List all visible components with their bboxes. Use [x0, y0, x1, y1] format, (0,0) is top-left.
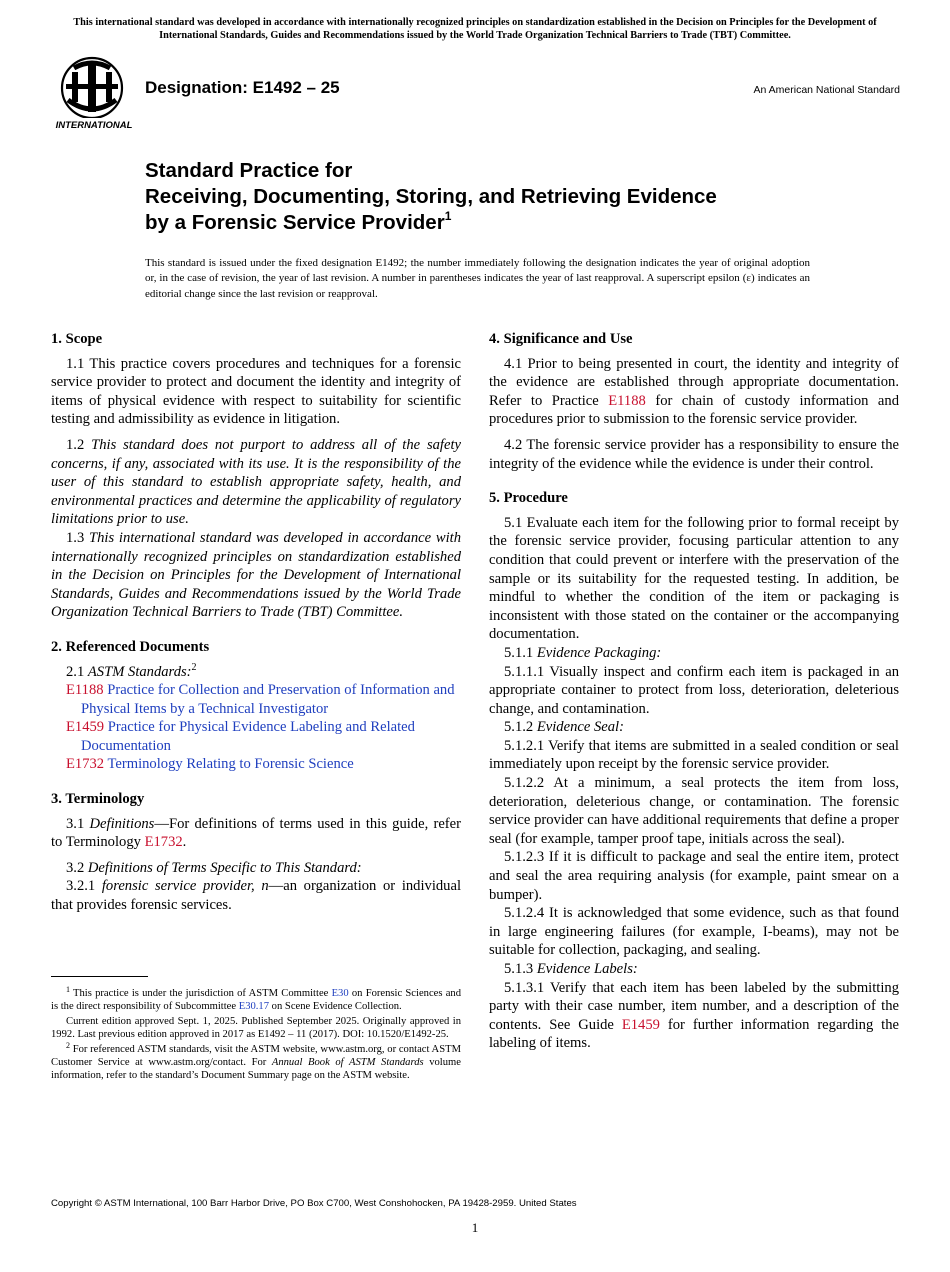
footnote-1 [51, 987, 461, 1014]
footnote-1-text-c: on Scene Evidence Collection. [269, 1001, 402, 1013]
reference-code[interactable]: E1459 [66, 719, 105, 736]
para-3-2-number: 3.2 [66, 859, 88, 876]
section-1-heading: 1. Scope [51, 331, 103, 347]
reference-e1459[interactable] [51, 718, 461, 755]
para-3-1-text: —For definitions of terms used in this guide, refer to Terminology [51, 815, 462, 851]
para-5-1-2 [489, 718, 899, 737]
link-e30[interactable]: E30 [331, 988, 349, 999]
para-4-1-text-a: 4.1 Prior to being presented in court, the identity and integrity of the evidence are established through appropriate documentation. Refer to Practice [489, 355, 899, 409]
logo-text: INTERNATIONAL [55, 120, 133, 131]
section-2-heading: 2. Referenced Documents [51, 638, 210, 655]
footnote-2-text-a: For referenced ASTM standards, visit the ASTM website, www.astm.org, or contact ASTM Customer Service at www.astm.org/contact. For [51, 1043, 461, 1069]
american-national-standard: An American National Standard [753, 84, 900, 96]
astm-logo-mark [52, 54, 136, 132]
reference-e1188[interactable] [51, 681, 461, 718]
para-1-2 [51, 436, 461, 529]
title-line-3-text: by a Forensic Service Provider [145, 211, 445, 234]
para-3-1-number: 3.1 [66, 815, 90, 832]
para-5-1-2-text: Evidence Seal: [536, 719, 624, 736]
para-1-1: 1.1 This practice covers procedures and techniques for a forensic service provider to protect and document the identity and integrity of items of physical evidence with respect to suitability for scientific testing and admissibility as evidence in litigation. [51, 355, 461, 428]
reference-code[interactable]: E1188 [66, 682, 104, 699]
para-1-2-number: 1.2 [66, 436, 92, 453]
para-5-1-2-3: 5.1.2.3 If it is difficult to package and seal the entire item, protect and seal the area requiring analysis (for example, paint smear on a bumper). [489, 849, 899, 903]
para-3-2-text: Definitions of Terms Specific to This Standard: [87, 859, 362, 876]
footnote-1-text-b: on Forensic Sciences and is the direct responsibility of Subcommittee [51, 988, 462, 1013]
title-line-3 [145, 210, 865, 236]
para-5-1-2-1: 5.1.2.1 Verify that items are submitted in a sealed condition or seal immediately upon receipt by the forensic service provider. [489, 737, 899, 773]
para-4-1-text-b: for chain of custody information and procedures prior to submission to the forensic service provider. [489, 392, 899, 428]
para-3-2-1-term: forensic service provider, n [101, 878, 269, 895]
link-e1732[interactable]: E1732 [144, 834, 183, 851]
para-1-3-text: This international standard was developed in accordance with internationally recognized principles on standardization established in the Decision on Principles for the Development of International Standards, Guides and Recommendations issued by the World Trade Organization Technical Barriers to Trade (TBT) Committee. [51, 529, 462, 621]
reference-code[interactable]: E1732 [66, 756, 105, 773]
para-3-1-end: . [182, 834, 187, 851]
footnote-divider [51, 976, 148, 977]
footnote-1-text-a: This practice is under the jurisdiction of ASTM Committee [70, 988, 332, 999]
para-4-2: 4.2 The forensic service provider has a responsibility to ensure the integrity of the evidence while the evidence is under their control. [489, 436, 899, 472]
para-3-1 [51, 815, 461, 852]
para-5-1-2-number: 5.1.2 [504, 719, 537, 736]
para-3-1-term: Definitions [89, 815, 155, 832]
document-title [145, 158, 865, 236]
left-column [51, 330, 461, 915]
para-1-2-text: This standard does not purport to address all of the safety concerns, if any, associated with its use. It is the responsibility of the user of this standard to establish appropriate safety, health, and environmental practices and determine the applicability of regulatory limitations prior to use. [51, 436, 461, 528]
para-5-1-3-1 [489, 979, 899, 1053]
footnote-2-text-b: volume information, refer to the standard’s Document Summary page on the ASTM website. [51, 1057, 461, 1082]
title-line-1: Standard Practice for [145, 159, 353, 182]
para-3-2-1 [51, 877, 461, 914]
para-2-1-number: 2.1 [66, 663, 88, 680]
section-5-heading: 5. Procedure [489, 490, 568, 507]
standards-notice: This international standard was developed in accordance with internationally recognized principles on standardization established in the Decision on Principles for the Development of International Standards, Guides and Recommendations issued by the World Trade Organization Technical Barriers to Trade (TBT) Committee. [73, 17, 877, 41]
astm-logo [52, 54, 136, 132]
footnotes [51, 987, 461, 1084]
para-5-1: 5.1 Evaluate each item for the following prior to formal receipt by the forensic service provider, focusing particular attention to any condition that could prevent or interfere with the preservation of the sample or its suitability for the requested testing. In addition, be mindful to whether the condition of the item or packaging is inconsistent with those stated on the container or the accompanying documentation. [489, 514, 899, 643]
para-5-1-3-number: 5.1.3 [504, 961, 537, 977]
issue-statement: This standard is issued under the fixed designation E1492; the number immediately following the designation indicates the year of original adoption or, in the case of revision, the year of last revision. A number in parentheses indicates the year of last reapproval. A superscript epsilon (ε) indicates an editorial change since the last revision or reapproval. [145, 257, 810, 300]
para-3-2 [51, 859, 461, 878]
para-2-1-text: ASTM Standards: [87, 663, 192, 680]
footnote-2-book: Annual Book of ASTM Standards [271, 1057, 424, 1069]
para-5-1-1-1: 5.1.1.1 Visually inspect and confirm each item is packaged in an appropriate container to protect from loss, deterioration, deleterious change, and contamination. [489, 663, 899, 717]
reference-e1732[interactable] [51, 755, 461, 774]
designation: Designation: E1492 – 25 [145, 78, 340, 97]
para-5-1-1-text: Evidence Packaging: [536, 644, 662, 661]
section-3-heading: 3. Terminology [51, 791, 145, 808]
right-column [489, 330, 899, 1053]
para-2-1 [51, 663, 461, 682]
para-5-1-2-4: 5.1.2.4 It is acknowledged that some evidence, such as that found in large engineering failures (for example, I-beams), may not be suitable for collection, packaging, and sealing. [489, 905, 899, 959]
para-5-1-3-1-text-a: 5.1.3.1 Verify that each item has been labeled by the submitting party with their case number, item number, and a description of the contents. See Guide [489, 979, 899, 1033]
footnote-1-mark: 1 [66, 985, 70, 994]
para-1-3-number: 1.3 [66, 529, 90, 546]
link-e1188[interactable]: E1188 [608, 392, 646, 409]
section-4-heading: 4. Significance and Use [489, 331, 633, 347]
link-e30-17[interactable]: E30.17 [238, 1001, 270, 1013]
footnote-2-mark: 2 [66, 1040, 70, 1050]
para-5-1-1 [489, 644, 899, 663]
para-4-1 [489, 355, 899, 429]
page-number: 1 [471, 1220, 479, 1235]
para-5-1-3 [489, 960, 899, 979]
para-5-1-3-1-text-b: for further information regarding the labeling of items. [489, 1016, 900, 1052]
para-5-1-3-text: Evidence Labels: [536, 961, 638, 977]
para-2-1-footnote-mark: 2 [191, 661, 197, 673]
para-5-1-1-number: 5.1.1 [504, 644, 537, 661]
title-footnote-mark: 1 [444, 209, 452, 223]
para-1-3 [51, 529, 461, 622]
copyright-notice: Copyright © ASTM International, 100 Barr Harbor Drive, PO Box C700, West Conshohocken, PA 19428-2959. United States [51, 1198, 577, 1209]
reference-title[interactable]: Practice for Collection and Preservation of Information and Physical Items by a Technical Investigator [81, 682, 455, 717]
para-3-2-1-number: 3.2.1 [66, 878, 102, 895]
reference-title[interactable]: Practice for Physical Evidence Labeling and Related Documentation [81, 719, 415, 754]
para-5-1-2-2: 5.1.2.2 At a minimum, a seal protects the item from loss, deterioration, deleterious change, or contamination. The forensic service provider can have additional requirements that define a proper seal (for example, tamper proof tape, initials across the seal). [489, 775, 899, 847]
footnote-2 [51, 1040, 461, 1083]
para-3-2-1-text: —an organization or individual that provides forensic services. [51, 878, 461, 914]
footnote-1-edition: Current edition approved Sept. 1, 2025. Published September 2025. Originally approved in 1992. Last previous edition approved in 2017 as E1492 – 11 (2017). DOI: 10.1520/E1492-25. [51, 1015, 461, 1041]
reference-title[interactable]: Terminology Relating to Forensic Science [107, 756, 354, 773]
link-e1459[interactable]: E1459 [621, 1016, 660, 1033]
title-line-2: Receiving, Documenting, Storing, and Retrieving Evidence [145, 185, 717, 208]
